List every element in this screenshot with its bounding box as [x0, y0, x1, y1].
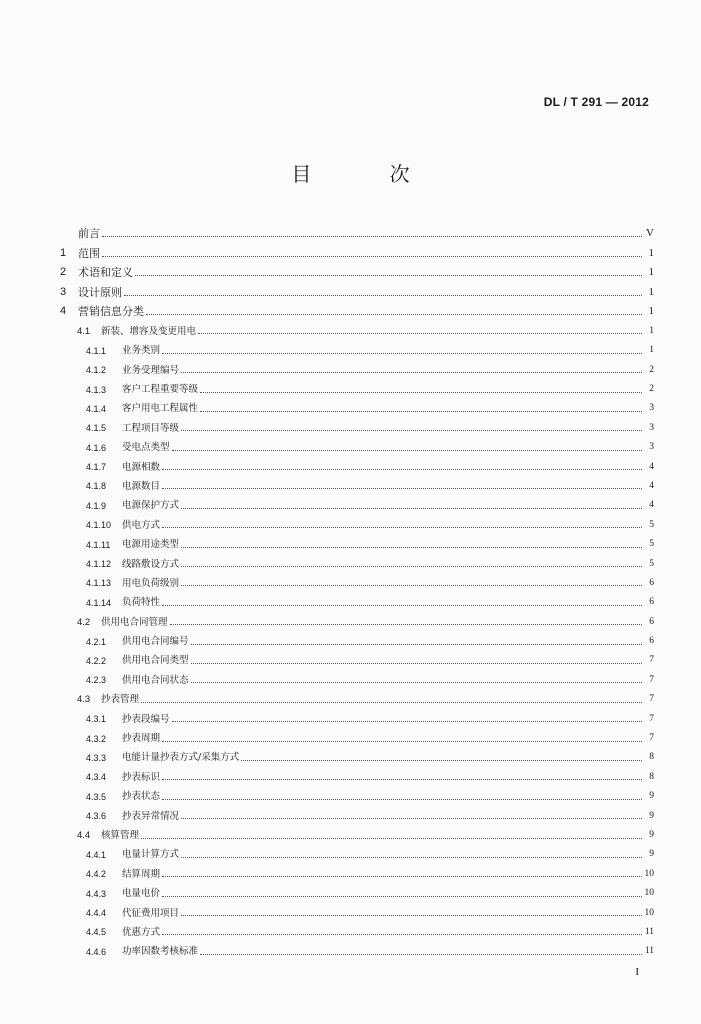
- toc-entry-number: 4.3: [77, 694, 91, 706]
- toc-dot-leader: [181, 566, 642, 567]
- toc-dot-leader: [162, 934, 642, 935]
- toc-entry[interactable]: [60, 433, 654, 452]
- toc-dot-leader: [162, 741, 642, 742]
- toc-dot-leader: [162, 779, 642, 780]
- toc-dot-leader: [162, 469, 642, 470]
- toc-entry-title: 电源用途类型: [122, 539, 180, 551]
- toc-entry-title: 设计原则: [78, 285, 122, 299]
- toc-entry[interactable]: [60, 395, 654, 414]
- toc-dot-leader: [181, 915, 642, 916]
- toc-entry[interactable]: [60, 259, 654, 278]
- toc-entry-page: 10: [644, 888, 654, 899]
- toc-entry-page: 10: [644, 907, 654, 918]
- toc-entry-title: 供用电合同管理: [101, 616, 168, 628]
- toc-dot-leader: [191, 682, 642, 683]
- page-title: 目 次: [291, 162, 446, 186]
- toc-entry-page: 7: [649, 713, 654, 724]
- toc-dot-leader: [102, 236, 642, 237]
- toc-entry-page: 4: [649, 480, 654, 491]
- toc-entry-page: 6: [649, 636, 654, 647]
- toc-entry-page: 11: [644, 946, 654, 957]
- toc-entry[interactable]: [60, 239, 654, 258]
- toc-entry-number: 4.1.5: [86, 423, 107, 434]
- toc-entry-title: 客户用电工程属性: [122, 403, 199, 415]
- toc-entry-number: 4.1.4: [86, 403, 107, 414]
- toc-entry-title: 功率因数考核标准: [122, 946, 199, 958]
- toc-dot-leader: [162, 527, 642, 528]
- toc-entry-title: 电量计算方式: [122, 849, 180, 861]
- toc-entry-title: 供电方式: [122, 519, 161, 531]
- toc-dot-leader: [200, 392, 642, 393]
- toc-entry-number: 4.3.3: [86, 752, 107, 763]
- toc-entry-title: 抄表异常情况: [122, 810, 180, 822]
- standard-code: DL / T 291 — 2012: [543, 95, 649, 109]
- toc-entry-number: 4: [60, 304, 67, 317]
- toc-entry[interactable]: [60, 414, 654, 433]
- toc-entry-title: 工程项目等级: [122, 422, 180, 434]
- toc-entry[interactable]: [60, 298, 654, 317]
- toc-entry-page: 6: [649, 616, 654, 627]
- toc-entry-title: 核算管理: [101, 830, 140, 841]
- toc-entry-title: 结算周期: [122, 868, 161, 880]
- toc-entry-number: 4.3.4: [86, 772, 107, 783]
- toc-entry-page: 10: [644, 868, 654, 879]
- toc-entry-number: 4.3.5: [86, 791, 107, 802]
- toc-entry-number: 4.1.8: [86, 481, 107, 492]
- toc-entry[interactable]: [60, 685, 654, 704]
- toc-entry[interactable]: [60, 550, 654, 569]
- toc-dot-leader: [172, 450, 642, 451]
- toc-entry-page: 1: [649, 325, 654, 336]
- toc-dot-leader: [181, 372, 642, 373]
- toc-entry[interactable]: [60, 569, 654, 588]
- toc-entry-number: 4.1.14: [86, 597, 112, 608]
- toc-entry-page: 5: [649, 519, 654, 530]
- toc-entry-title: 供用电合同状态: [122, 674, 189, 686]
- toc-entry-title: 前言: [78, 227, 100, 241]
- table-of-contents: [60, 220, 654, 957]
- toc-entry-page: 11: [644, 926, 654, 937]
- toc-entry-title: 术语和定义: [78, 266, 133, 280]
- toc-dot-leader: [162, 353, 642, 354]
- toc-entry-page: 6: [649, 597, 654, 608]
- toc-dot-leader: [200, 954, 642, 955]
- toc-dot-leader: [191, 663, 642, 664]
- toc-dot-leader: [162, 605, 642, 606]
- toc-dot-leader: [172, 721, 642, 722]
- toc-entry-number: 4.4.3: [86, 888, 107, 899]
- toc-entry[interactable]: [60, 899, 654, 918]
- toc-entry-number: 4.2.3: [86, 675, 107, 686]
- toc-entry[interactable]: [60, 666, 654, 685]
- toc-entry[interactable]: [60, 744, 654, 763]
- toc-entry-title: 业务受理编号: [122, 364, 180, 376]
- toc-entry-page: 1: [648, 285, 654, 298]
- toc-dot-leader: [162, 799, 642, 800]
- toc-dot-leader: [162, 896, 642, 897]
- toc-entry[interactable]: [60, 530, 654, 549]
- toc-entry-page: 5: [649, 539, 654, 550]
- toc-entry-number: 4.3.6: [86, 811, 107, 822]
- toc-entry-number: 4.1.9: [86, 500, 107, 511]
- toc-dot-leader: [181, 857, 642, 858]
- toc-dot-leader: [181, 430, 642, 431]
- toc-entry-page: 1: [648, 266, 654, 279]
- toc-entry-title: 负荷特性: [122, 597, 161, 609]
- toc-entry-page: 7: [649, 733, 654, 744]
- toc-entry-number: 1: [60, 246, 67, 259]
- toc-dot-leader: [170, 624, 642, 625]
- toc-dot-leader: [191, 644, 642, 645]
- toc-entry-title: 电源相数: [122, 461, 161, 473]
- toc-entry-number: 4.1.6: [86, 442, 107, 453]
- toc-entry-page: 2: [649, 364, 654, 375]
- toc-entry[interactable]: [60, 802, 654, 821]
- toc-entry-page: 3: [649, 442, 654, 453]
- toc-entry[interactable]: [60, 937, 654, 956]
- toc-entry-page: 3: [649, 403, 654, 414]
- toc-entry-number: 4.1.12: [86, 559, 112, 570]
- toc-dot-leader: [141, 838, 642, 839]
- toc-dot-leader: [141, 702, 642, 703]
- toc-entry-page: 9: [649, 810, 654, 821]
- toc-entry-title: 客户工程重要等级: [122, 384, 199, 396]
- toc-entry-page: 1: [648, 304, 654, 317]
- toc-entry[interactable]: [60, 375, 654, 394]
- toc-entry[interactable]: [60, 453, 654, 472]
- toc-entry-number: 4.2: [77, 616, 91, 628]
- toc-entry[interactable]: [60, 860, 654, 879]
- toc-entry-page: 7: [649, 694, 654, 705]
- toc-entry-page: 4: [649, 500, 654, 511]
- toc-entry-title: 用电负荷级别: [122, 577, 180, 589]
- toc-entry-page: V: [646, 227, 654, 240]
- toc-entry-page: 8: [649, 771, 654, 782]
- toc-entry-title: 抄表周期: [122, 733, 161, 745]
- toc-dot-leader: [198, 333, 642, 334]
- toc-entry-number: 4.2.1: [86, 636, 107, 647]
- toc-entry-title: 电量电价: [122, 888, 161, 900]
- toc-entry-page: 3: [649, 422, 654, 433]
- toc-entry-title: 抄表状态: [122, 791, 161, 803]
- toc-entry-page: 5: [649, 558, 654, 569]
- toc-dot-leader: [181, 818, 642, 819]
- toc-entry-page: 7: [649, 674, 654, 685]
- toc-entry-number: 4.1.11: [86, 539, 111, 550]
- toc-entry[interactable]: [60, 491, 654, 510]
- toc-dot-leader: [200, 411, 642, 412]
- toc-entry-title: 抄表管理: [101, 694, 140, 706]
- toc-dot-leader: [135, 275, 642, 276]
- toc-entry[interactable]: [60, 336, 654, 355]
- toc-entry-number: 4.4: [77, 830, 91, 841]
- toc-entry-title: 受电点类型: [122, 442, 170, 454]
- toc-entry-title: 抄表段编号: [122, 713, 170, 725]
- toc-entry-page: 4: [649, 461, 654, 472]
- toc-entry-title: 范围: [78, 246, 100, 260]
- toc-entry[interactable]: [60, 821, 654, 840]
- toc-dot-leader: [181, 585, 642, 586]
- toc-entry-number: 4.4.2: [86, 869, 107, 880]
- toc-entry-page: 9: [649, 830, 654, 840]
- toc-entry[interactable]: [60, 879, 654, 898]
- toc-entry-title: 代征费用项目: [122, 907, 180, 919]
- toc-entry[interactable]: [60, 588, 654, 607]
- toc-entry-title: 新装、增容及变更用电: [101, 325, 197, 337]
- toc-dot-leader: [181, 547, 642, 548]
- toc-entry-title: 业务类别: [122, 345, 161, 357]
- toc-entry-page: 1: [648, 246, 654, 259]
- toc-entry-number: 4.3.2: [86, 733, 107, 744]
- toc-entry-title: 电源保护方式: [122, 500, 180, 512]
- toc-entry[interactable]: [60, 782, 654, 801]
- toc-dot-leader: [102, 256, 642, 257]
- toc-entry-number: 3: [60, 285, 67, 298]
- toc-entry-page: 7: [649, 655, 654, 666]
- toc-entry[interactable]: [60, 278, 654, 297]
- toc-entry-number: 4.1.10: [86, 520, 112, 531]
- toc-dot-leader: [146, 314, 642, 315]
- toc-entry-title: 线路敷设方式: [122, 558, 180, 570]
- toc-entry[interactable]: [60, 841, 654, 860]
- toc-entry-title: 营销信息分类: [78, 304, 144, 318]
- toc-entry-title: 电源数目: [122, 480, 161, 492]
- toc-entry[interactable]: [60, 647, 654, 666]
- toc-dot-leader: [241, 760, 642, 761]
- toc-entry-title: 供用电合同编号: [122, 636, 189, 648]
- toc-entry[interactable]: [60, 705, 654, 724]
- toc-entry[interactable]: [60, 356, 654, 375]
- toc-entry-title: 供用电合同类型: [122, 655, 189, 667]
- toc-dot-leader: [162, 488, 642, 489]
- toc-entry[interactable]: [60, 724, 654, 743]
- toc-entry-number: 2: [60, 266, 67, 279]
- toc-entry-page: 2: [649, 384, 654, 395]
- toc-entry-number: 4.1.7: [86, 462, 107, 473]
- toc-entry-number: 4.4.4: [86, 908, 107, 919]
- toc-entry-page: 9: [649, 849, 654, 860]
- toc-entry-number: 4.4.6: [86, 946, 107, 957]
- toc-entry[interactable]: [60, 608, 654, 627]
- toc-entry-title: 优惠方式: [122, 926, 161, 938]
- toc-entry-number: 4.1.3: [86, 384, 107, 395]
- toc-dot-leader: [162, 876, 642, 877]
- toc-entry-page: 9: [649, 791, 654, 802]
- toc-entry-page: 1: [649, 345, 654, 356]
- toc-entry-number: 4.1.1: [86, 345, 107, 356]
- toc-entry-number: 4.3.1: [86, 714, 107, 725]
- page-number: I: [635, 966, 639, 978]
- toc-entry-page: 8: [649, 752, 654, 763]
- toc-entry-number: 4.2.2: [86, 655, 107, 666]
- toc-dot-leader: [181, 508, 642, 509]
- toc-entry-page: 6: [649, 577, 654, 588]
- toc-entry-number: 4.4.5: [86, 927, 107, 938]
- toc-entry-title: 电能计量抄表方式/采集方式: [122, 752, 240, 764]
- toc-entry-number: 4.1.13: [86, 578, 112, 589]
- toc-entry-number: 4.4.1: [86, 849, 107, 860]
- toc-entry[interactable]: [60, 220, 654, 239]
- toc-entry[interactable]: [60, 511, 654, 530]
- toc-entry[interactable]: [60, 627, 654, 646]
- toc-entry-number: 4.1.2: [86, 365, 107, 376]
- toc-dot-leader: [124, 295, 642, 296]
- toc-entry[interactable]: [60, 317, 654, 336]
- toc-entry[interactable]: [60, 763, 654, 782]
- toc-entry-number: 4.1: [77, 325, 91, 337]
- toc-entry[interactable]: [60, 918, 654, 937]
- toc-entry-title: 抄表标识: [122, 771, 161, 783]
- toc-entry[interactable]: [60, 472, 654, 491]
